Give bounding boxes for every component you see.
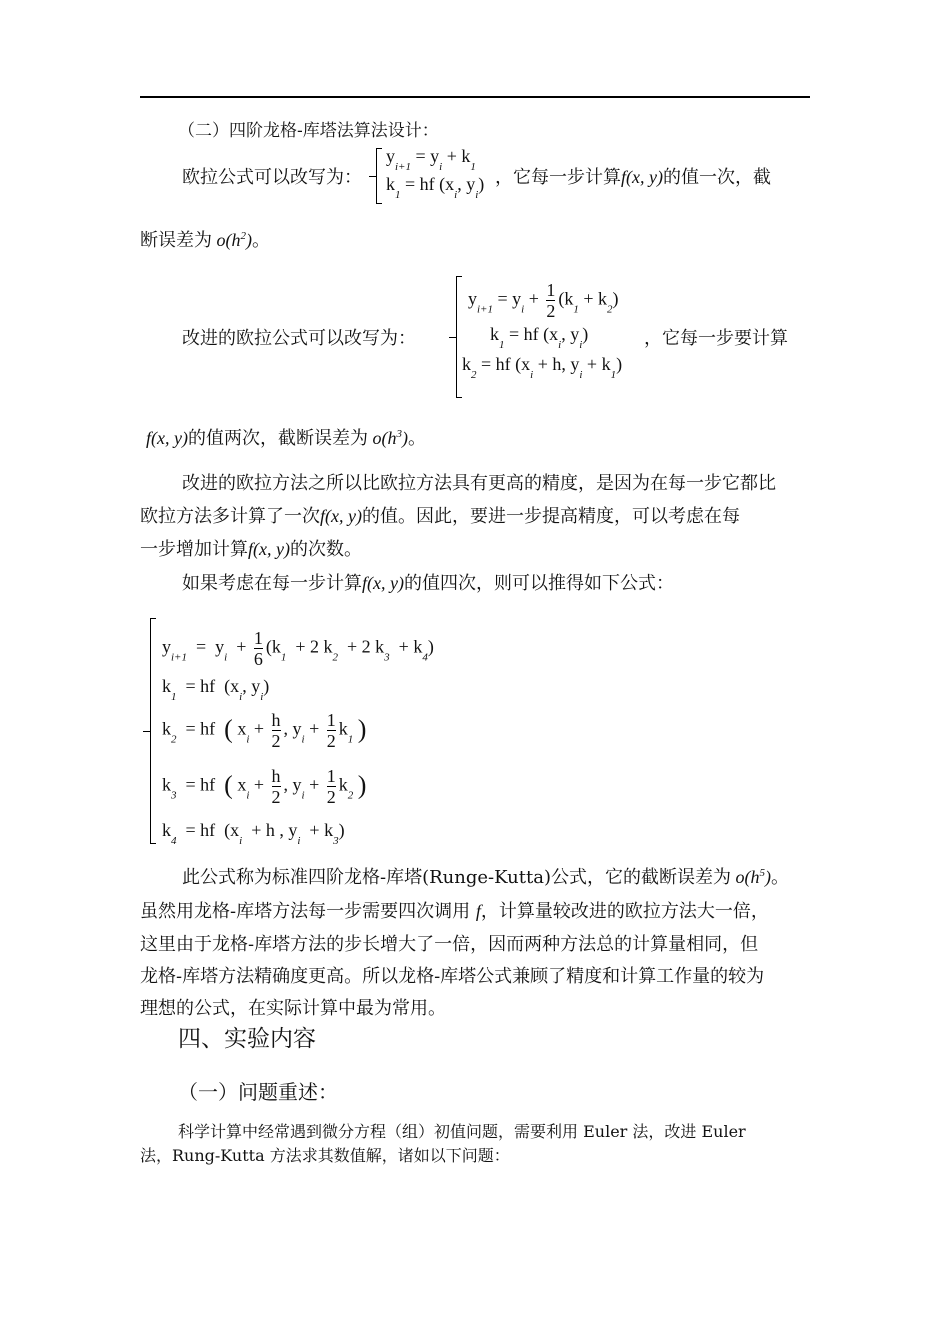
rk-line4: 龙格-库塔方法精确度更高。所以龙格-库塔公式兼顾了精度和计算工作量的较为 (140, 966, 765, 987)
euler-eq-1: $y_{i+1} = y_i + k_1$ (386, 146, 476, 173)
improved-intro: 改进的欧拉公式可以改写为： (182, 328, 416, 349)
improved-eq-3: $k_2$ = hf ($x_i + h$, $y_i + k_1$) (462, 354, 623, 381)
para2: 如果考虑在每一步计算f(x, y)的值四次，则可以推得如下公式： (182, 573, 674, 594)
rk-brace (150, 618, 151, 844)
rk-eq-2: $k_1$ = hf ($x_i$, $y_i$) (162, 676, 270, 703)
improved-brace (456, 276, 457, 398)
euler-brace (376, 148, 377, 204)
para1-line2: 欧拉方法多计算了一次f(x, y)的值。因此，要进一步提高精度，可以考虑在每 (140, 506, 740, 527)
euler-eq-2: $k_1$ = hf ($x_i$, $y_i$) (386, 174, 485, 201)
section4-heading: 四、实验内容 (178, 1026, 316, 1052)
euler-after: ，它每一步计算f(x, y)的值一次，截 (495, 167, 771, 188)
rk-eq-4: $k_3$ = hf ( $x_i$ + $\frac{h}{2}$ , $y_i$ + $\frac{1}{2}$ $k_2$ ) (162, 766, 367, 807)
rk-line2: 虽然用龙格-库塔方法每一步需要四次调用 f，计算量较改进的欧拉方法大一倍， (140, 901, 769, 922)
euler-intro: 欧拉公式可以改写为： (182, 167, 362, 188)
rk-line1: 此公式称为标准四阶龙格-库塔(Runge-Kutta)公式，它的截断误差为 $o(h^5)$。 (182, 867, 789, 888)
section-title: （二）四阶龙格-库塔法算法设计： (178, 121, 439, 141)
order-h3: $o(h^3)$ (367, 428, 408, 448)
problem-line2: 法，Rung-Kutta 方法求其数值解，诸如以下问题： (140, 1146, 510, 1165)
rk-line5: 理想的公式，在实际计算中最为常用。 (140, 998, 446, 1019)
rk-line3: 这里由于龙格-库塔方法的步长增大了一倍，因而两种方法总的计算量相同，但 (140, 934, 759, 955)
rk-eq-5: $k_4$ = hf ($x_i + h$ , $y_i + k_3$) (162, 820, 345, 847)
improved-line2: f(x, y)的值两次，截断误差为 $o(h^3)$。 (146, 428, 426, 449)
para1-line3: 一步增加计算f(x, y)的次数。 (140, 539, 362, 560)
header-rule (140, 96, 810, 98)
improved-after: ，它每一步要计算 (644, 328, 788, 349)
problem-line1: 科学计算中经常遇到微分方程（组）初值问题，需要利用 Euler 法，改进 Euler (178, 1122, 746, 1141)
order-h2: $o(h^2)$ (212, 230, 252, 250)
rk-eq-3: $k_2$ = hf ( $x_i$ + $\frac{h}{2}$ , $y_i$ + $\frac{1}{2}$ $k_1$ ) (162, 710, 367, 751)
fxy-1: f(x, y) (621, 167, 663, 187)
rk-eq-1: $y_{i+1} = y_i$ + $\frac{1}{6}$ ($k_1 + 2$ $k_2 + 2$ $k_3 + k_4$) (162, 628, 434, 669)
subsection-heading: （一）问题重述： (178, 1080, 338, 1104)
improved-eq-1: $y_{i+1} = y_i$ + $\frac{1}{2}$ $(k_1 + k_2)$ (468, 280, 619, 321)
euler-line2: 断误差为 $o(h^2)$。 (140, 230, 270, 251)
para1-line1: 改进的欧拉方法之所以比欧拉方法具有更高的精度，是因为在每一步它都比 (182, 473, 776, 494)
improved-eq-2: $k_1$ = hf ($x_i$, $y_i$) (490, 324, 589, 351)
order-h5: $o(h^5)$ (730, 867, 771, 887)
